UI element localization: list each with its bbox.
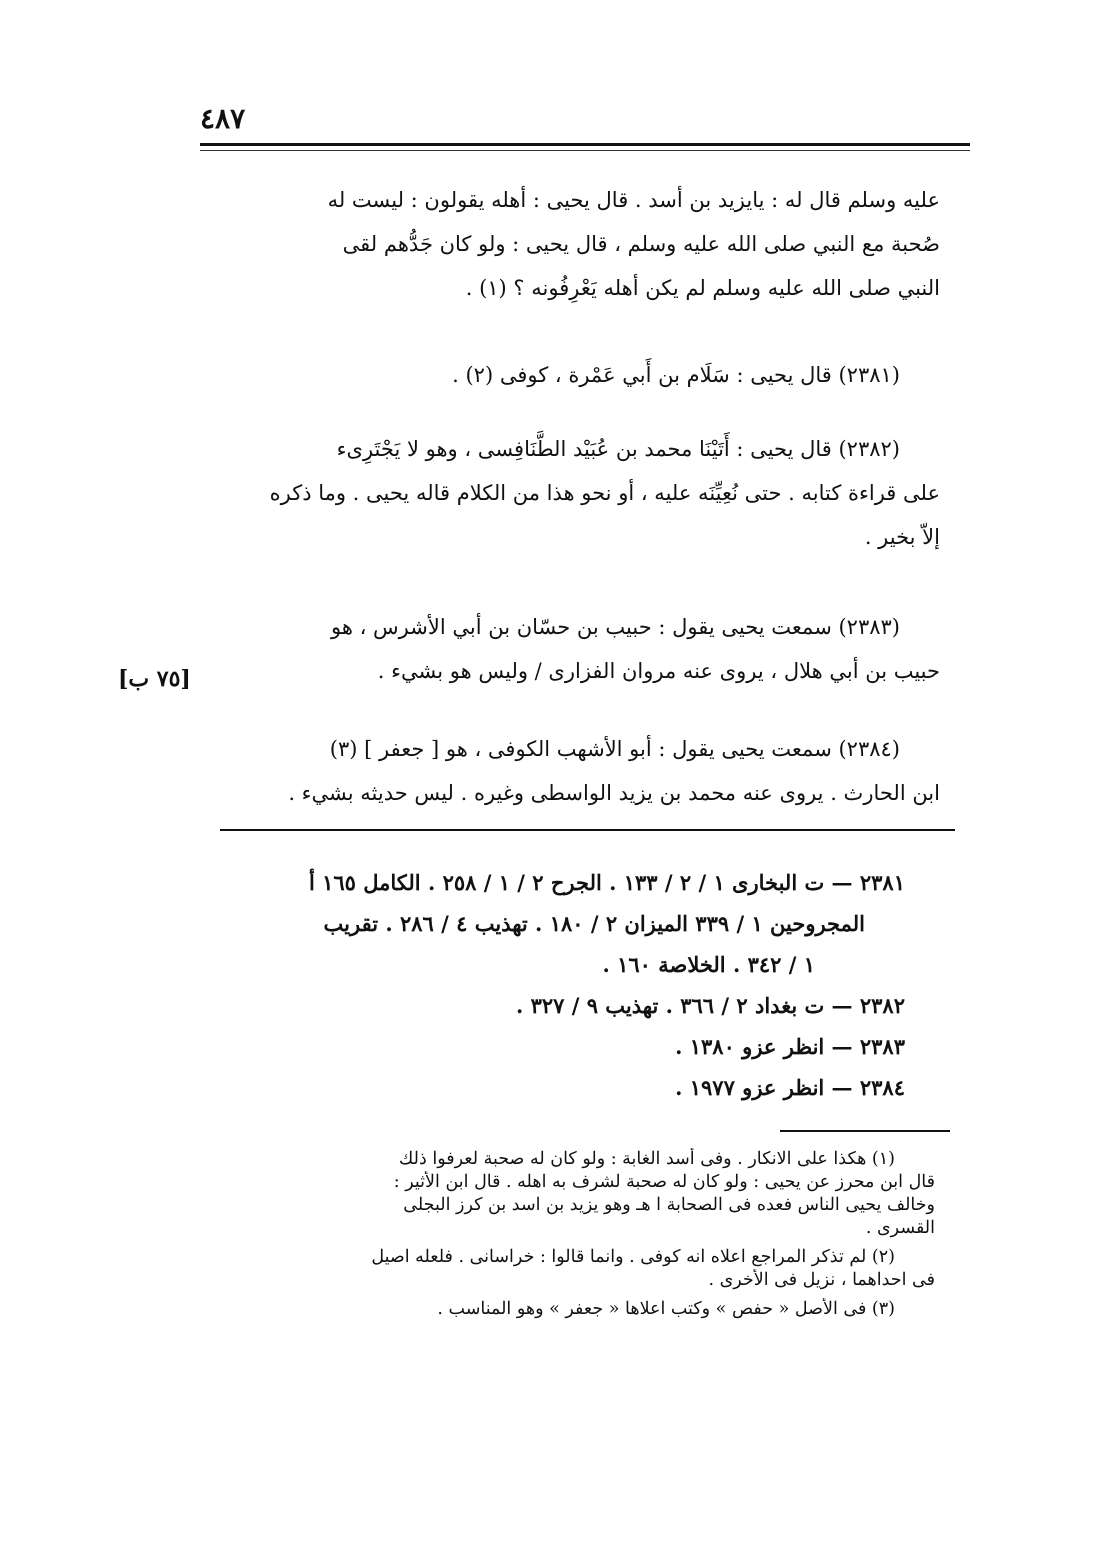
- text-line: النبي صلى الله عليه وسلم لم يكن أهله يَعْرِفُونه ؟ (١) .: [465, 276, 940, 300]
- entry-2382: [200, 427, 940, 559]
- text-line: ابن الحارث . يروى عنه محمد بن يزيد الواسطى وغيره . ليس حديثه بشيء .: [288, 781, 940, 805]
- footnote-line: (٣) فى الأصل « حفص » وكتب اعلاها « جعفر » وهو المناسب .: [437, 1299, 895, 1319]
- footnotes-block: [200, 1148, 935, 1327]
- text-line: على قراءة كتابه . حتى نُعِيِّنَه عليه ، أو نحو هذا من الكلام قاله يحيى . وما ذكره: [269, 481, 940, 505]
- references-block: [215, 862, 905, 1108]
- entry-2384: [200, 727, 940, 815]
- reference-line: ١ / ٣٤٢ . الخلاصة ١٦٠ .: [602, 952, 815, 977]
- reference-line: ٢٣٨١ — ت البخارى ١ / ٢ / ١٣٣ . الجرح ٢ / ١ / ٢٥٨ . الكامل ١٦٥ أ: [308, 870, 905, 895]
- footnote-line: القسرى .: [865, 1218, 935, 1238]
- references-rule: [220, 829, 955, 831]
- footnote-2: [200, 1246, 935, 1292]
- reference-line: ٢٣٨٣ — انظر عزو ١٣٨٠ .: [675, 1034, 905, 1059]
- text-line: (٢٣٨٢) قال يحيى : أَتَيْنَا محمد بن عُبَيْد الطَّنَافِسى ، وهو لا يَجْتَرِىء: [336, 437, 900, 461]
- text-line: إلاّ بخير .: [864, 525, 940, 549]
- reference-line: المجروحين ١ / ٣٣٩ الميزان ٢ / ١٨٠ . تهذيب ٤ / ٢٨٦ . تقريب: [323, 911, 865, 936]
- reference-line: ٢٣٨٤ — انظر عزو ١٩٧٧ .: [675, 1075, 905, 1100]
- entry-2381: [200, 353, 940, 397]
- footnotes-rule: [780, 1130, 950, 1132]
- page-number: ٤٨٧: [200, 102, 246, 135]
- footnote-line: فى احداهما ، نزيل فى الأخرى .: [708, 1270, 935, 1290]
- paragraph-continuation: [200, 178, 940, 310]
- margin-folio-note: [٧٥ ب]: [118, 666, 191, 692]
- header-rule-thin: [200, 150, 970, 151]
- footnote-1: [200, 1148, 935, 1240]
- footnote-line: (٢) لم تذكر المراجع اعلاه انه كوفى . وانما قالوا : خراسانى . فلعله اصيل: [371, 1247, 895, 1267]
- text-line: (٢٣٨٣) سمعت يحيى يقول : حبيب بن حسّان بن أبي الأشرس ، هو: [331, 615, 900, 639]
- text-line: صُحبة مع النبي صلى الله عليه وسلم ، قال يحيى : ولو كان جَدُّهم لقى: [342, 232, 940, 256]
- reference-line: ٢٣٨٢ — ت بغداد ٢ / ٣٦٦ . تهذيب ٩ / ٣٢٧ .: [515, 993, 905, 1018]
- text-line: حبيب بن أبي هلال ، يروى عنه مروان الفزارى / وليس هو بشيء .: [377, 659, 940, 683]
- entry-2383: [200, 605, 940, 693]
- text-line: (٢٣٨٤) سمعت يحيى يقول : أبو الأشهب الكوفى ، هو [ جعفر ] (٣): [329, 737, 900, 761]
- footnote-line: (١) هكذا على الانكار . وفى أسد الغابة : ولو كان له صحبة لعرفوا ذلك: [398, 1149, 895, 1169]
- footnote-line: وخالف يحيى الناس فعده فى الصحابة ا هـ وهو يزيد بن اسد بن كرز البجلى: [403, 1195, 935, 1215]
- text-line: عليه وسلم قال له : يايزيد بن أسد . قال يحيى : أهله يقولون : ليست له: [327, 188, 940, 212]
- text-line: (٢٣٨١) قال يحيى : سَلَام بن أَبي عَمْرة ، كوفى (٢) .: [452, 363, 900, 387]
- footnote-line: قال ابن محرز عن يحيى : ولو كان له صحبة لشرف به اهله . قال ابن الأثير :: [393, 1172, 935, 1192]
- header-rule: [200, 143, 970, 146]
- footnote-3: [200, 1298, 935, 1321]
